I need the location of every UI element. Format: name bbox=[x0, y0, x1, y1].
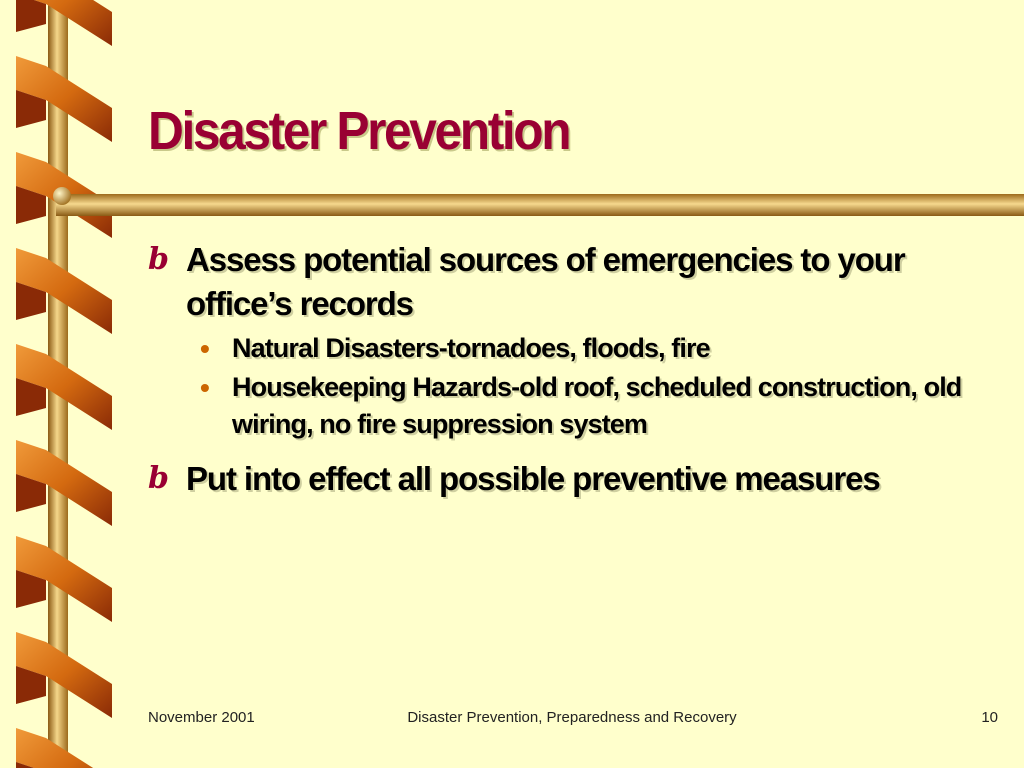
footer-title: Disaster Prevention, Preparedness and Recovery bbox=[407, 709, 737, 726]
bullet-text: Put into effect all possible preventive measures bbox=[186, 460, 880, 497]
sub-bullet-marker: • bbox=[200, 333, 209, 364]
bullet-marker: b bbox=[148, 461, 168, 496]
ribbon-fold bbox=[16, 0, 46, 32]
bullet-text: Assess potential sources of emergencies to your office’s records bbox=[186, 241, 905, 322]
sub-bullet-marker: • bbox=[200, 372, 209, 403]
slide-title: Disaster Prevention bbox=[148, 101, 570, 161]
footer-date: November 2001 bbox=[148, 709, 255, 726]
bullet-marker: b bbox=[148, 242, 168, 277]
sub-bullet-text: Housekeeping Hazards-old roof, scheduled construction, old wiring, no fire suppression system bbox=[232, 372, 962, 439]
sub-bullet-item bbox=[148, 330, 1008, 367]
sub-bullet-item bbox=[148, 369, 1008, 443]
bullet-item bbox=[148, 457, 1008, 501]
decorative-ribbon bbox=[0, 0, 112, 768]
slide-body bbox=[148, 238, 1008, 501]
sub-bullet-text: Natural Disasters-tornadoes, floods, fire bbox=[232, 333, 710, 363]
bullet-item bbox=[148, 238, 1008, 326]
footer-page-number: 10 bbox=[981, 709, 998, 726]
